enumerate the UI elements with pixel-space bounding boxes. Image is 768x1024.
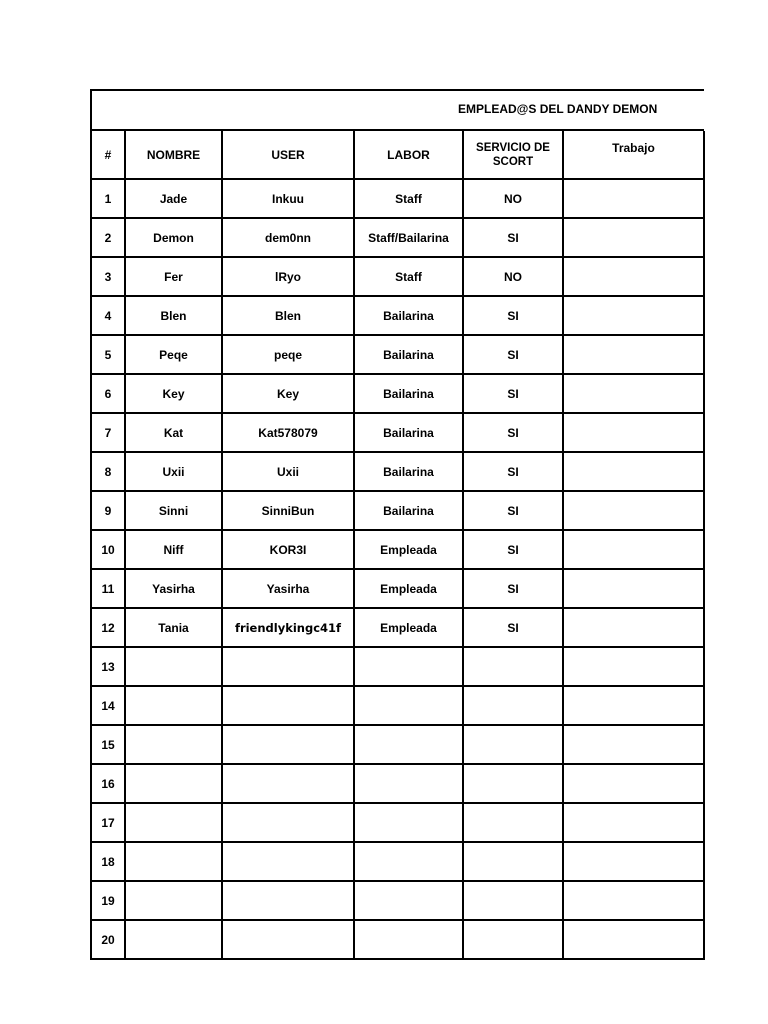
cell-nombre: Kat: [125, 413, 222, 452]
table-row: [92, 413, 704, 452]
cell-trabajo: [563, 374, 704, 413]
cell-user: [222, 686, 354, 725]
cell-user: [222, 842, 354, 881]
cell-trabajo: [563, 296, 704, 335]
cell-servicio-de-scort: [463, 803, 563, 842]
row-number: 11: [92, 569, 125, 608]
cell-nombre: Sinni: [125, 491, 222, 530]
cell-nombre: [125, 725, 222, 764]
table-row: [92, 374, 704, 413]
cell-trabajo: [563, 257, 704, 296]
cell-servicio-de-scort: SI: [463, 218, 563, 257]
row-number: 18: [92, 842, 125, 881]
row-number: 3: [92, 257, 125, 296]
cell-servicio-de-scort: SI: [463, 374, 563, 413]
cell-labor: Staff: [354, 257, 463, 296]
cell-labor: [354, 920, 463, 959]
cell-labor: [354, 725, 463, 764]
cell-user: [222, 725, 354, 764]
cell-labor: Staff/Bailarina: [354, 218, 463, 257]
cell-trabajo: [563, 569, 704, 608]
row-number: 20: [92, 920, 125, 959]
cell-user: [222, 881, 354, 920]
cell-servicio-de-scort: SI: [463, 452, 563, 491]
cell-trabajo: [563, 413, 704, 452]
header-number: #: [92, 131, 125, 179]
cell-user: Yasirha: [222, 569, 354, 608]
cell-nombre: Yasirha: [125, 569, 222, 608]
row-number: 14: [92, 686, 125, 725]
table-row: [92, 608, 704, 647]
row-number: 12: [92, 608, 125, 647]
table-row: [92, 647, 704, 686]
cell-labor: [354, 881, 463, 920]
cell-user: SinniBun: [222, 491, 354, 530]
row-number: 13: [92, 647, 125, 686]
cell-labor: Bailarina: [354, 296, 463, 335]
row-number: 15: [92, 725, 125, 764]
cell-user: [222, 920, 354, 959]
cell-servicio-de-scort: [463, 764, 563, 803]
title-row: [92, 91, 704, 131]
cell-servicio-de-scort: [463, 725, 563, 764]
cell-labor: Empleada: [354, 569, 463, 608]
cell-labor: Bailarina: [354, 335, 463, 374]
cell-user: peqe: [222, 335, 354, 374]
cell-trabajo: [563, 920, 704, 959]
cell-user: dem0nn: [222, 218, 354, 257]
cell-servicio-de-scort: SI: [463, 335, 563, 374]
cell-nombre: Jade: [125, 179, 222, 218]
row-number: 1: [92, 179, 125, 218]
row-number: 17: [92, 803, 125, 842]
row-number: 2: [92, 218, 125, 257]
cell-nombre: Blen: [125, 296, 222, 335]
cell-nombre: [125, 920, 222, 959]
row-number: 10: [92, 530, 125, 569]
row-number: 4: [92, 296, 125, 335]
cell-labor: Bailarina: [354, 452, 463, 491]
cell-labor: Bailarina: [354, 491, 463, 530]
cell-user: Uxii: [222, 452, 354, 491]
cell-user: Kat578079: [222, 413, 354, 452]
cell-servicio-de-scort: [463, 881, 563, 920]
cell-trabajo: [563, 452, 704, 491]
cell-labor: [354, 764, 463, 803]
cell-labor: [354, 647, 463, 686]
row-number: 6: [92, 374, 125, 413]
row-number: 9: [92, 491, 125, 530]
table-row: [92, 452, 704, 491]
cell-labor: Empleada: [354, 608, 463, 647]
header-trabajo: Trabajo: [563, 131, 704, 179]
cell-servicio-de-scort: NO: [463, 257, 563, 296]
table-row: [92, 257, 704, 296]
cell-user: [222, 803, 354, 842]
table-row: [92, 725, 704, 764]
cell-servicio-de-scort: [463, 647, 563, 686]
cell-labor: [354, 803, 463, 842]
cell-user: [222, 764, 354, 803]
cell-user: [222, 647, 354, 686]
header-servicio-de-scort: SERVICIO DE SCORT: [463, 131, 563, 179]
cell-labor: Bailarina: [354, 374, 463, 413]
cell-trabajo: [563, 647, 704, 686]
cell-labor: Staff: [354, 179, 463, 218]
cell-trabajo: [563, 218, 704, 257]
cell-trabajo: [563, 842, 704, 881]
table-row: [92, 530, 704, 569]
header-user: USER: [222, 131, 354, 179]
cell-servicio-de-scort: [463, 686, 563, 725]
table-row: [92, 803, 704, 842]
table-row: [92, 881, 704, 920]
cell-servicio-de-scort: SI: [463, 491, 563, 530]
cell-servicio-de-scort: SI: [463, 530, 563, 569]
cell-nombre: Key: [125, 374, 222, 413]
cell-servicio-de-scort: NO: [463, 179, 563, 218]
cell-user: Key: [222, 374, 354, 413]
header-labor: LABOR: [354, 131, 463, 179]
cell-nombre: Peqe: [125, 335, 222, 374]
cell-trabajo: [563, 881, 704, 920]
cell-servicio-de-scort: SI: [463, 569, 563, 608]
cell-nombre: Tania: [125, 608, 222, 647]
row-number: 5: [92, 335, 125, 374]
table-row: [92, 569, 704, 608]
cell-labor: Bailarina: [354, 413, 463, 452]
row-number: 8: [92, 452, 125, 491]
cell-trabajo: [563, 491, 704, 530]
table-row: [92, 296, 704, 335]
sheet-title: EMPLEAD@S DEL DANDY DEMON: [458, 102, 658, 116]
cell-trabajo: [563, 608, 704, 647]
cell-nombre: [125, 881, 222, 920]
cell-servicio-de-scort: [463, 920, 563, 959]
cell-user: Inkuu: [222, 179, 354, 218]
cell-nombre: Niff: [125, 530, 222, 569]
cell-servicio-de-scort: [463, 842, 563, 881]
cell-labor: [354, 686, 463, 725]
cell-trabajo: [563, 530, 704, 569]
employee-table: [92, 131, 705, 960]
cell-nombre: Fer: [125, 257, 222, 296]
row-number: 7: [92, 413, 125, 452]
table-row: [92, 335, 704, 374]
cell-trabajo: [563, 725, 704, 764]
table-row: [92, 218, 704, 257]
cell-nombre: Demon: [125, 218, 222, 257]
cell-trabajo: [563, 764, 704, 803]
cell-trabajo: [563, 686, 704, 725]
cell-trabajo: [563, 335, 704, 374]
cell-servicio-de-scort: SI: [463, 296, 563, 335]
row-number: 19: [92, 881, 125, 920]
cell-nombre: [125, 686, 222, 725]
cell-labor: Empleada: [354, 530, 463, 569]
cell-user: Blen: [222, 296, 354, 335]
cell-nombre: [125, 842, 222, 881]
table-row: [92, 179, 704, 218]
cell-nombre: [125, 764, 222, 803]
cell-user: friendlykingc41f: [222, 608, 354, 647]
cell-labor: [354, 842, 463, 881]
cell-trabajo: [563, 803, 704, 842]
employee-table-body: [92, 131, 704, 959]
employee-sheet: [90, 89, 704, 960]
table-row: [92, 920, 704, 959]
table-row: [92, 491, 704, 530]
cell-servicio-de-scort: SI: [463, 413, 563, 452]
cell-user: lRyo: [222, 257, 354, 296]
header-nombre: NOMBRE: [125, 131, 222, 179]
table-row: [92, 764, 704, 803]
cell-user: KOR3I: [222, 530, 354, 569]
row-number: 16: [92, 764, 125, 803]
cell-servicio-de-scort: SI: [463, 608, 563, 647]
table-row: [92, 842, 704, 881]
cell-nombre: [125, 803, 222, 842]
cell-nombre: [125, 647, 222, 686]
cell-nombre: Uxii: [125, 452, 222, 491]
table-row: [92, 686, 704, 725]
cell-trabajo: [563, 179, 704, 218]
header-row: [92, 131, 704, 179]
